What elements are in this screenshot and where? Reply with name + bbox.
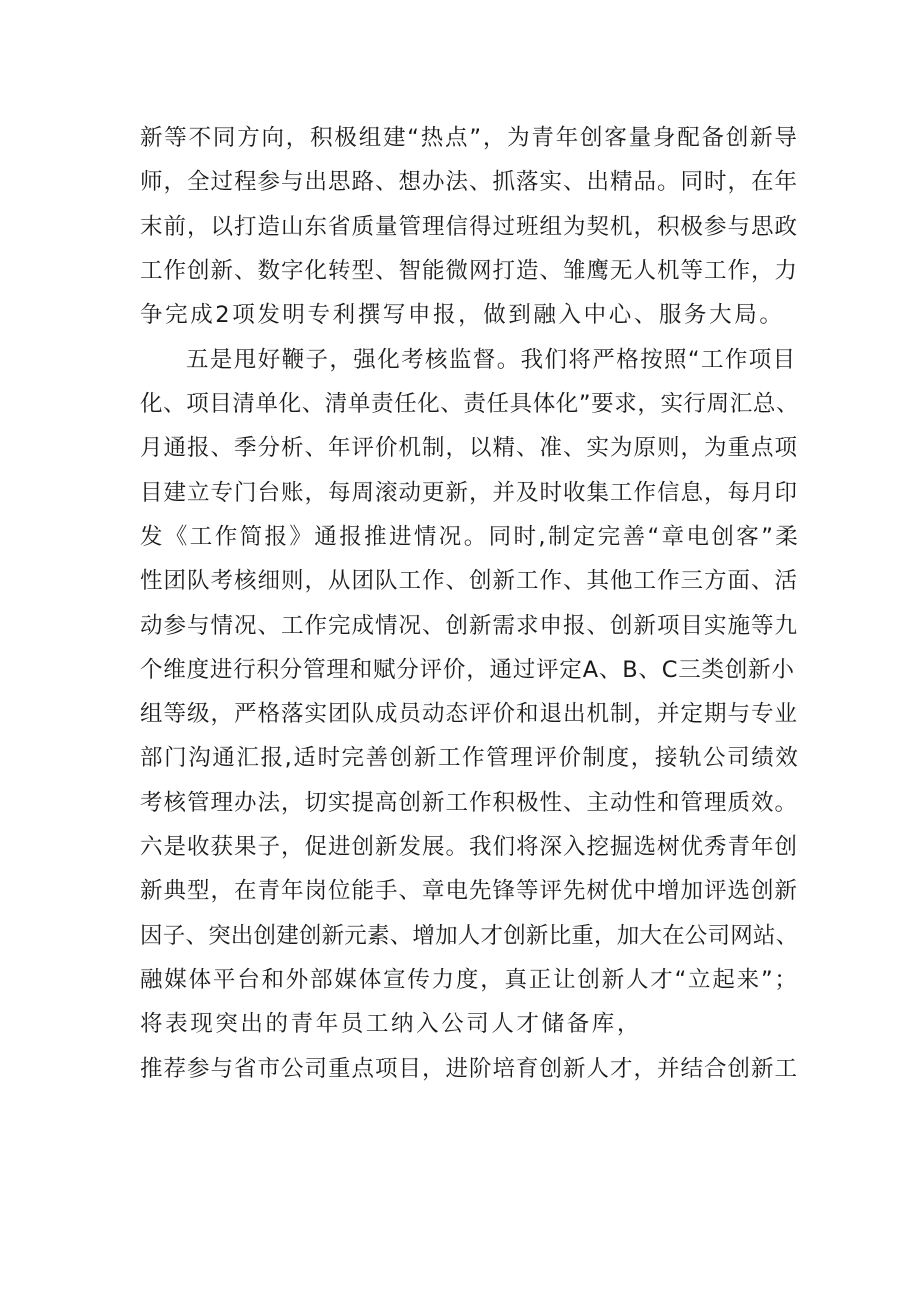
body-line-10: 发《工作简报》通报推进情况。同时,制定完善“章电创客”柔 (140, 524, 801, 550)
body-line-21: 将表现突出的青年员工纳入公司人才储备库， (140, 1011, 643, 1037)
body-line-22: 推荐参与省市公司重点项目，进阶培育创新人才，并结合创新工 (140, 1056, 799, 1082)
body-line-2: 师，全过程参与出思路、想办法、抓落实、出精品。同时，在年 (140, 169, 799, 195)
body-line-14: 组等级，严格落实团队成员动态评价和退出机制，并定期与专业 (140, 701, 799, 727)
body-line-12: 动参与情况、工作完成情况、创新需求申报、创新项目实施等九 (140, 613, 799, 639)
body-line-19: 因子、突出创建创新元素、增加人才创新比重，加大在公司网站、 (140, 923, 799, 949)
body-line-3: 末前，以打造山东省质量管理信得过班组为契机，积极参与思政 (140, 214, 799, 240)
body-line-15: 部门沟通汇报,适时完善创新工作管理评价制度，接轨公司绩效 (140, 745, 800, 771)
body-line-11: 性团队考核细则，从团队工作、创新工作、其他工作三方面、活 (140, 568, 799, 594)
body-line-7: 化、项目清单化、清单责任化、责任具体化”要求，实行周汇总、 (140, 391, 800, 417)
paragraph-5-first-line: 五是甩好鞭子，强化考核监督。我们将严格按照“工作项目 (186, 347, 797, 373)
body-line-5: 争完成2项发明专利撰写申报，做到融入中心、服务大局。 (140, 302, 785, 328)
body-line-18: 新典型，在青年岗位能手、章电先锋等评先树优中增加评选创新 (140, 878, 799, 904)
paragraph-6-first-line: 六是收获果子，促进创新发展。我们将深入挖掘选树优秀青年创 (140, 834, 799, 860)
body-line-13: 个维度进行积分管理和赋分评价，通过评定A、B、C三类创新小 (140, 657, 795, 683)
body-line-20: 融媒体平台和外部媒体宣传力度，真正让创新人才“立起来”； (140, 967, 799, 993)
body-line-16: 考核管理办法，切实提高创新工作积极性、主动性和管理质效。 (140, 790, 799, 816)
body-line-1: 新等不同方向，积极组建“热点”，为青年创客量身配备创新导 (140, 125, 799, 151)
body-line-9: 目建立专门台账，每周滚动更新，并及时收集工作信息，每月印 (140, 480, 799, 506)
body-line-8: 月通报、季分析、年评价机制，以精、准、实为原则，为重点项 (140, 435, 799, 461)
body-line-4: 工作创新、数字化转型、智能微网打造、雏鹰无人机等工作，力 (140, 258, 799, 284)
